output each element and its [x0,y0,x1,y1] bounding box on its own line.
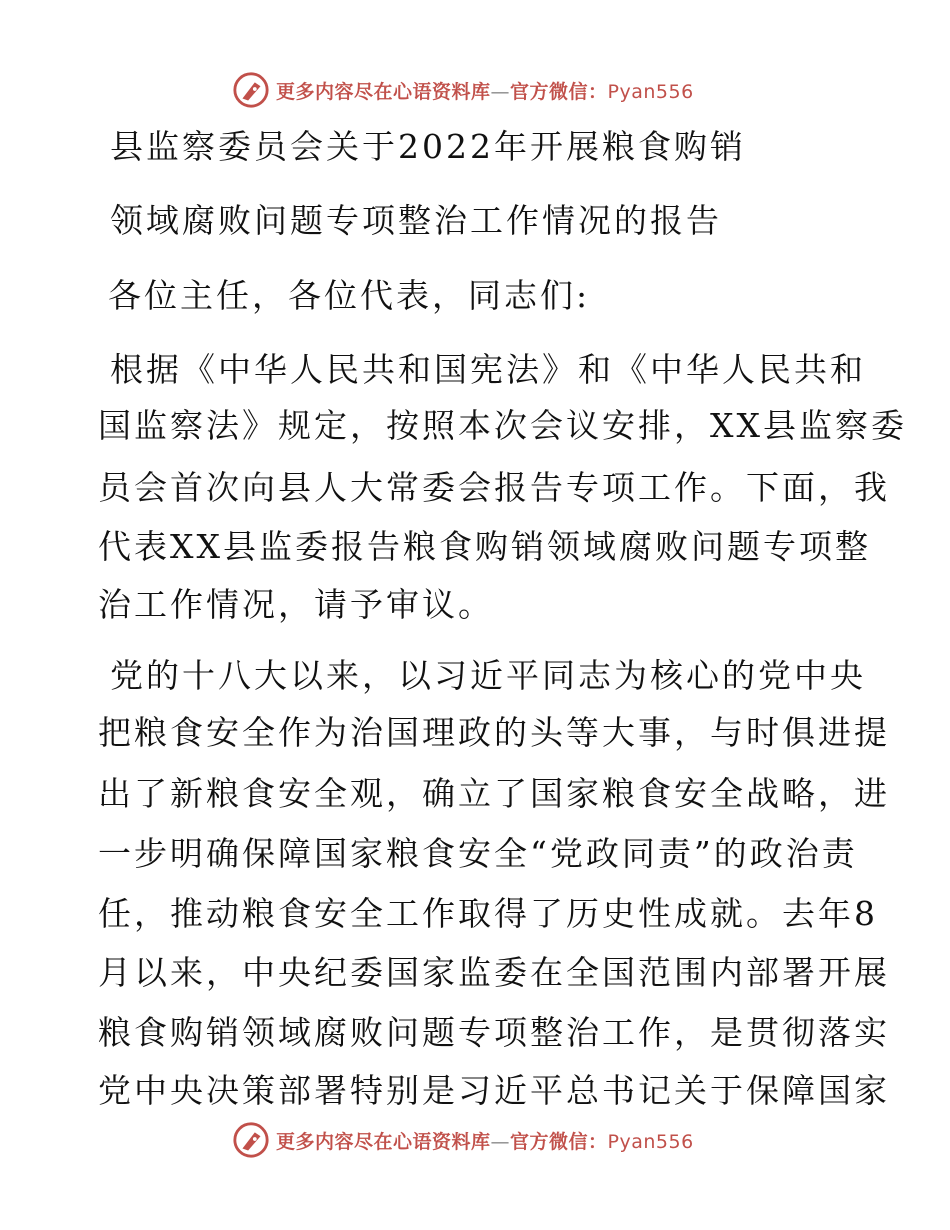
paragraph1-line: 国监察法》规定，按照本次会议安排，XX县监察委 [98,406,907,445]
footer-watermark [232,1120,752,1160]
watermark-site-text: 更多内容尽在心语资料库 [276,1130,491,1153]
salutation: 各位主任，各位代表，同志们: [108,276,591,315]
watermark-wechat-label: 官方微信： [510,80,608,103]
paragraph2-line: 一步明确保障国家粮食安全“党政同责”的政治责 [98,834,858,873]
pen-nib-logo-icon [232,1121,270,1159]
paragraph1-line: 代表XX县监委报告粮食购销领域腐败问题专项整 [98,527,871,566]
paragraph2-line: 把粮食安全作为治国理政的头等大事，与时俱进提 [98,713,890,752]
watermark-wechat-label: 官方微信： [510,1130,608,1153]
watermark-text [276,77,694,104]
document-title-line-2: 领域腐败问题专项整治工作情况的报告 [110,201,722,240]
watermark-separator: — [490,80,511,103]
paragraph2-line: 党的十八大以来，以习近平同志为核心的党中央 [110,656,866,695]
watermark-wechat-id: Pyan556 [607,80,694,103]
paragraph1-line: 根据《中华人民共和国宪法》和《中华人民共和 [110,350,866,389]
watermark-separator: — [490,1130,511,1153]
header-watermark [232,70,752,110]
paragraph2-line: 出了新粮食安全观，确立了国家粮食安全战略，进 [98,774,890,813]
watermark-text [276,1127,694,1154]
paragraph1-line: 治工作情况，请予审议。 [98,585,494,624]
document-title-line-1: 县监察委员会关于2022年开展粮食购销 [110,127,746,166]
paragraph2-line: 党中央决策部署特别是习近平总书记关于保障国家 [98,1071,890,1110]
paragraph2-line: 月以来，中央纪委国家监委在全国范围内部署开展 [98,953,890,992]
watermark-wechat-id: Pyan556 [607,1130,694,1153]
pen-nib-logo-icon [232,71,270,109]
paragraph2-line: 粮食购销领域腐败问题专项整治工作，是贯彻落实 [98,1013,890,1052]
paragraph2-line: 任，推动粮食安全工作取得了历史性成就。去年8 [98,894,878,933]
paragraph1-line: 员会首次向县人大常委会报告专项工作。下面，我 [98,468,890,507]
watermark-site-text: 更多内容尽在心语资料库 [276,80,491,103]
